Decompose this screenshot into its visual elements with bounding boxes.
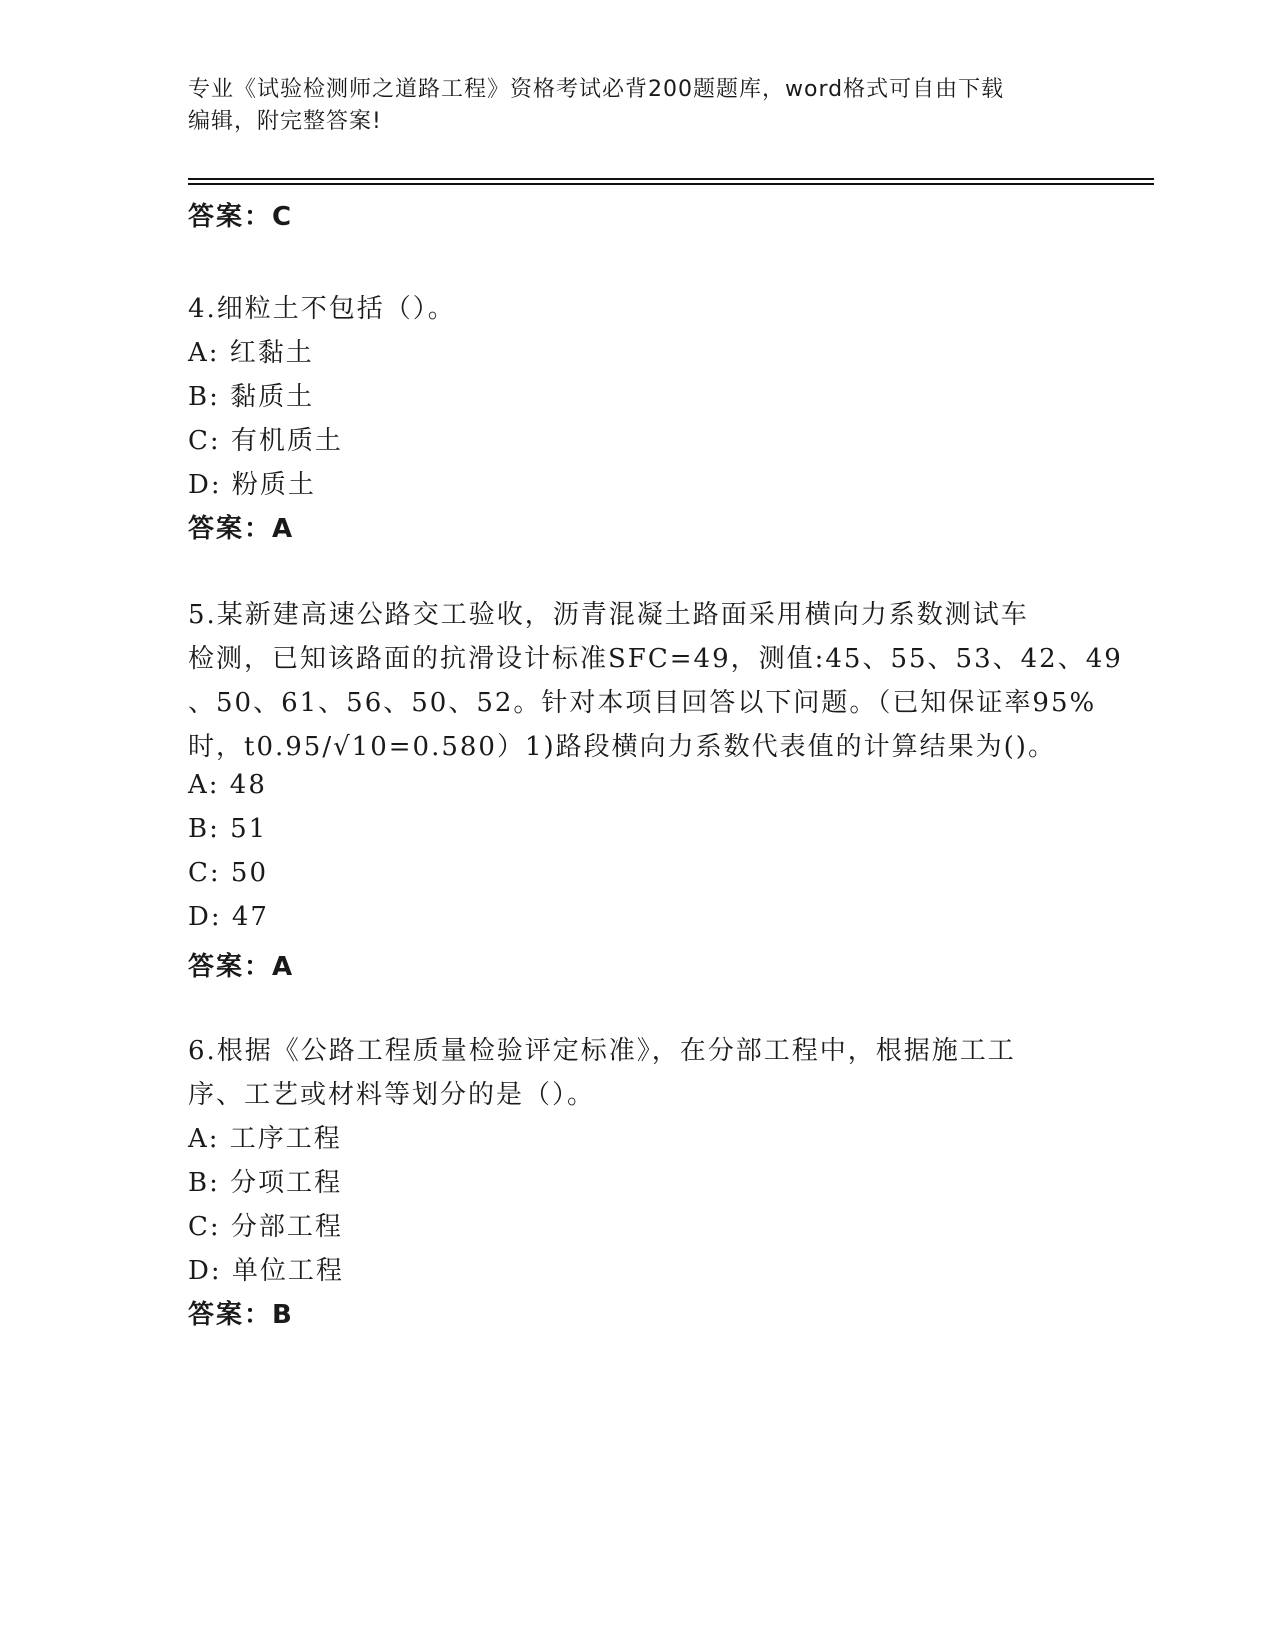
- q6-option-b: B: 分项工程: [188, 1168, 343, 1198]
- q5-stem-line-4: 时，t0.95/√10=0.580）1)路段横向力系数代表值的计算结果为()。: [188, 732, 1056, 762]
- document-header: [188, 74, 1068, 138]
- q4-option-b: B: 黏质土: [188, 382, 315, 412]
- q5-stem-line-3: 、50、61、56、50、52。针对本项目回答以下问题。（已知保证率95%: [188, 688, 1097, 718]
- q5-option-b: B: 51: [188, 814, 268, 844]
- answer-prev: 答案：C: [188, 202, 294, 232]
- q5-option-d: D: 47: [188, 902, 269, 932]
- q5-stem-line-1: 5.某新建高速公路交工验收，沥青混凝土路面采用横向力系数测试车: [188, 600, 1029, 630]
- q5-answer: 答案：A: [188, 952, 295, 982]
- q6-stem-line-1: 6.根据《公路工程质量检验评定标准》，在分部工程中，根据施工工: [188, 1036, 1016, 1066]
- q6-stem-line-2: 序、工艺或材料等划分的是（）。: [188, 1080, 596, 1110]
- header-divider-bottom: [188, 183, 1154, 185]
- q6-option-c: C: 分部工程: [188, 1212, 343, 1242]
- q4-option-c: C: 有机质土: [188, 426, 343, 456]
- q5-option-a: A: 48: [188, 770, 267, 800]
- q4-stem-line-1: 4.细粒土不包括（）。: [188, 294, 456, 324]
- header-divider-top: [188, 178, 1154, 180]
- q6-answer: 答案：B: [188, 1300, 294, 1330]
- header-title-line-1: 专业《试验检测师之道路工程》资格考试必背200题题库，word格式可自由下载: [188, 77, 1005, 102]
- header-title-line-2: 编辑，附完整答案!: [188, 109, 382, 134]
- q4-answer: 答案：A: [188, 514, 295, 544]
- q5-stem-line-2: 检测，已知该路面的抗滑设计标准SFC=49，测值:45、55、53、42、49: [188, 644, 1123, 674]
- q6-option-d: D: 单位工程: [188, 1256, 344, 1286]
- q5-option-c: C: 50: [188, 858, 269, 888]
- q6-option-a: A: 工序工程: [188, 1124, 342, 1154]
- q4-option-d: D: 粉质土: [188, 470, 316, 500]
- q4-option-a: A: 红黏土: [188, 338, 314, 368]
